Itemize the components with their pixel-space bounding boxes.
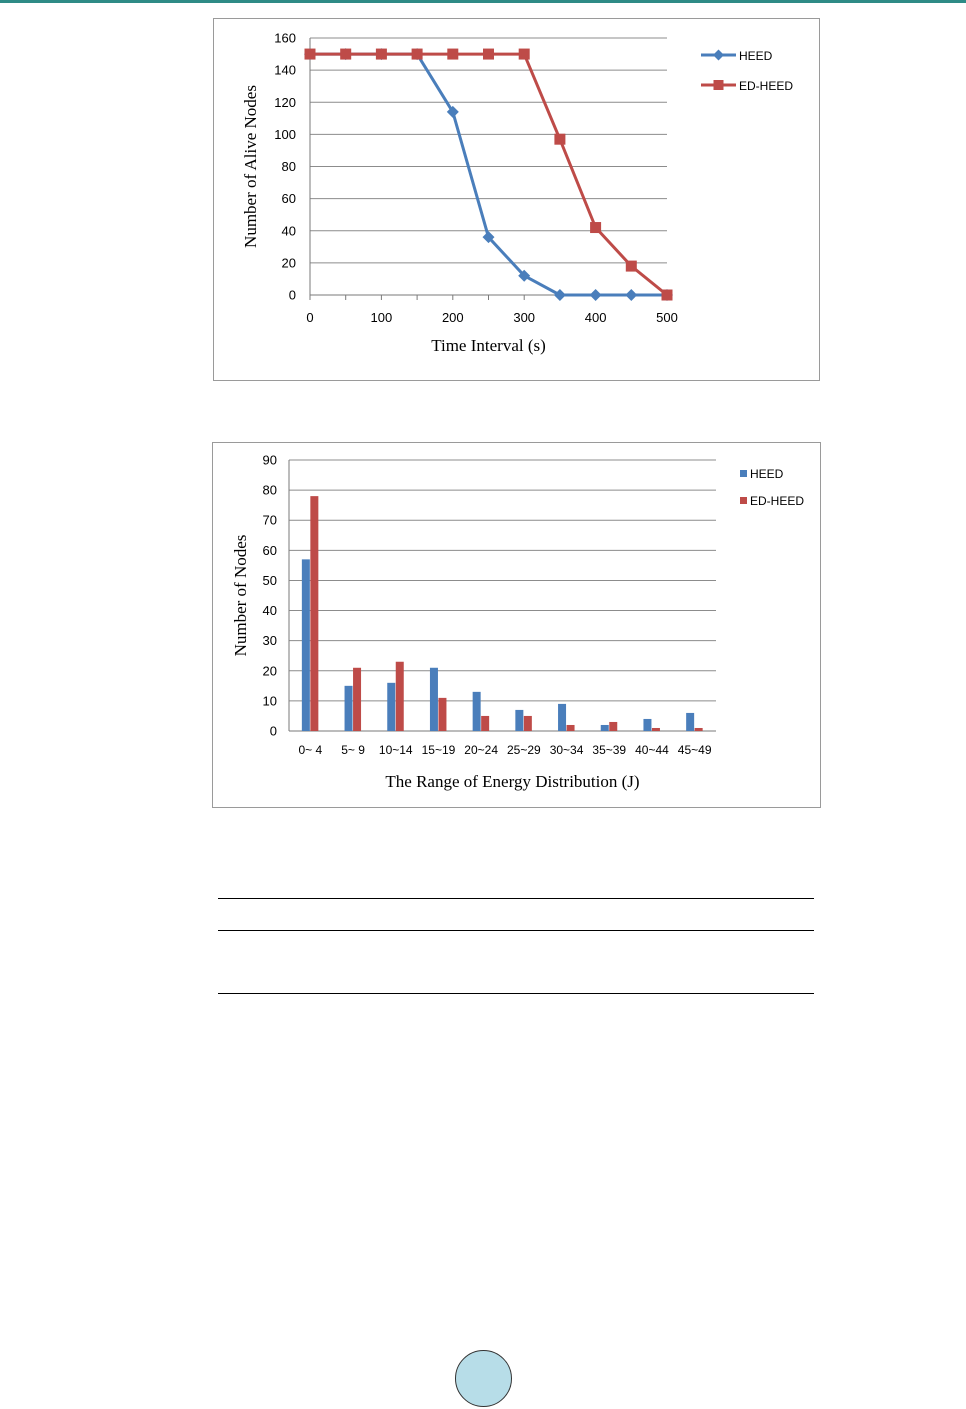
x-tick-label: 40~44: [635, 743, 669, 757]
x-axis-title: The Range of Energy Distribution (J): [385, 772, 640, 791]
x-tick-label: 100: [370, 310, 393, 325]
top-rule: [0, 0, 966, 3]
x-tick-label: 5~ 9: [341, 743, 365, 757]
data-point-ed-heed: [412, 49, 423, 60]
data-point-heed: [554, 289, 566, 301]
bar-ed-heed: [396, 662, 404, 731]
y-axis-title: Number of Nodes: [231, 534, 250, 657]
x-tick-label: 200: [441, 310, 464, 325]
bar-heed: [686, 713, 694, 731]
y-tick-label: 40: [281, 223, 296, 239]
page-number-badge: [455, 1350, 512, 1407]
table-header-rule: [218, 930, 814, 931]
bar-heed: [515, 710, 523, 731]
legend-swatch: [740, 497, 747, 504]
y-tick-label: 40: [262, 603, 277, 619]
bar-heed: [558, 704, 566, 731]
data-point-ed-heed: [662, 290, 673, 301]
legend-label: ED-HEED: [739, 79, 794, 93]
data-point-ed-heed: [376, 49, 387, 60]
data-point-ed-heed: [519, 49, 530, 60]
y-tick-label: 50: [262, 572, 277, 588]
y-tick-label: 20: [281, 255, 296, 271]
bar-ed-heed: [609, 722, 617, 731]
alive-nodes-chart-svg: [214, 19, 821, 382]
x-axis-title: Time Interval (s): [431, 336, 546, 355]
y-tick-label: 0: [269, 723, 277, 739]
y-tick-label: 80: [281, 159, 296, 174]
y-tick-label: 80: [262, 482, 277, 498]
bar-heed: [643, 719, 651, 731]
legend-label: HEED: [750, 467, 784, 481]
series-line-ed-heed: [310, 54, 667, 295]
bar-heed: [473, 692, 481, 731]
y-tick-label: 160: [274, 30, 296, 46]
legend-label: ED-HEED: [750, 494, 805, 508]
data-point-heed: [590, 289, 602, 301]
data-point-ed-heed: [554, 134, 565, 145]
y-tick-label: 60: [262, 542, 277, 558]
data-point-ed-heed: [626, 261, 637, 272]
x-tick-label: 25~29: [506, 743, 541, 757]
bar-ed-heed: [567, 725, 575, 731]
alive-nodes-chart: [213, 18, 820, 381]
x-tick-label: 30~34: [549, 743, 584, 757]
x-tick-label: 300: [513, 310, 536, 325]
x-tick-label: 0: [306, 310, 314, 325]
data-point-ed-heed: [340, 49, 351, 60]
y-tick-label: 100: [274, 126, 296, 142]
y-tick-label: 30: [262, 633, 277, 649]
legend-marker: [714, 80, 724, 90]
y-tick-label: 20: [262, 663, 277, 679]
bar-ed-heed: [310, 496, 318, 731]
bar-ed-heed: [481, 716, 489, 731]
bar-heed: [302, 559, 310, 731]
x-tick-label: 400: [584, 310, 607, 325]
bar-ed-heed: [438, 698, 446, 731]
data-point-ed-heed: [590, 222, 601, 233]
legend-marker: [713, 50, 724, 61]
data-point-ed-heed: [305, 49, 316, 60]
y-tick-label: 60: [281, 191, 296, 207]
legend-label: HEED: [739, 49, 773, 63]
x-tick-label: 0~ 4: [298, 743, 323, 757]
bar-heed: [387, 683, 395, 731]
table-top-rule: [218, 898, 814, 899]
x-tick-label: 45~49: [677, 743, 712, 757]
series-line-heed: [310, 54, 667, 295]
x-tick-label: 15~19: [421, 743, 456, 757]
bar-heed: [430, 668, 438, 731]
data-point-ed-heed: [447, 49, 458, 60]
x-tick-label: 35~39: [592, 743, 627, 757]
energy-distribution-chart: [212, 442, 821, 808]
data-point-ed-heed: [483, 49, 494, 60]
y-axis-title: Number of Alive Nodes: [241, 85, 260, 248]
y-tick-label: 10: [262, 693, 277, 709]
data-point-heed: [625, 289, 637, 301]
bar-ed-heed: [524, 716, 532, 731]
legend-swatch: [740, 470, 747, 477]
y-tick-label: 0: [288, 287, 296, 303]
bar-ed-heed: [695, 728, 703, 731]
bar-heed: [345, 686, 353, 731]
y-tick-label: 70: [262, 512, 277, 528]
y-tick-label: 90: [262, 452, 277, 468]
energy-distribution-chart-svg: [213, 443, 822, 809]
y-tick-label: 140: [274, 62, 296, 78]
bar-heed: [601, 725, 609, 731]
bar-ed-heed: [353, 668, 361, 731]
bar-ed-heed: [652, 728, 660, 731]
x-tick-label: 10~14: [378, 743, 413, 757]
x-tick-label: 20~24: [464, 743, 499, 757]
table-bottom-rule: [218, 993, 814, 994]
x-tick-label: 500: [656, 310, 678, 325]
y-tick-label: 120: [274, 94, 296, 110]
